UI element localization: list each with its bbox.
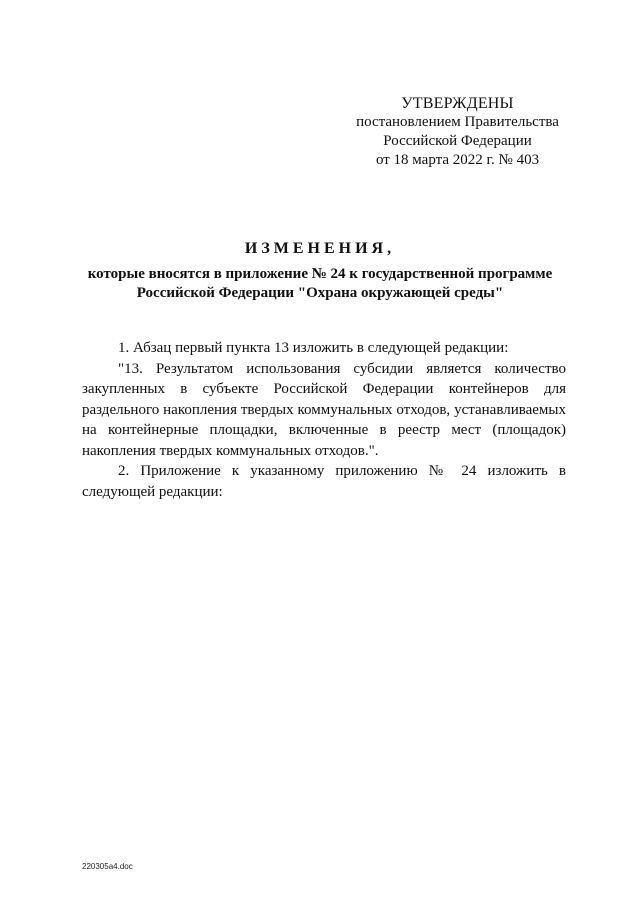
document-body [82, 338, 566, 502]
document-title: ИЗМЕНЕНИЯ, [244, 240, 396, 257]
paragraph-2: "13. Результатом использования субсидии является количество закупленных в субъекте Российской Федерации контейнеров для раздельного накопления твердых коммунальных отходов, устанавливаемых на контейнерные площадки, включенные в реестр мест (площадок) накопления твердых коммунальных отходов.". [82, 360, 566, 459]
paragraph-1: 1. Абзац первый пункта 13 изложить в следующей редакции: [118, 340, 509, 356]
approval-block [340, 94, 575, 170]
subtitle-line-1: которые вносятся в приложение № 24 к государственной программе [87, 266, 553, 282]
document-subtitle [60, 265, 580, 303]
subtitle-line-2: Российской Федерации "Охрана окружающей среды" [136, 285, 504, 301]
approval-heading: УТВЕРЖДЕНЫ [401, 95, 514, 112]
paragraph-3: 2. Приложение к указанному приложению № 24 изложить в следующей редакции: [82, 463, 566, 500]
footer-doc-code: 220305a4.doc [82, 862, 133, 871]
approval-line-1: постановлением Правительства [356, 114, 559, 130]
approval-line-2: Российской Федерации [383, 133, 532, 149]
approval-line-3: от 18 марта 2022 г. № 403 [375, 152, 540, 168]
